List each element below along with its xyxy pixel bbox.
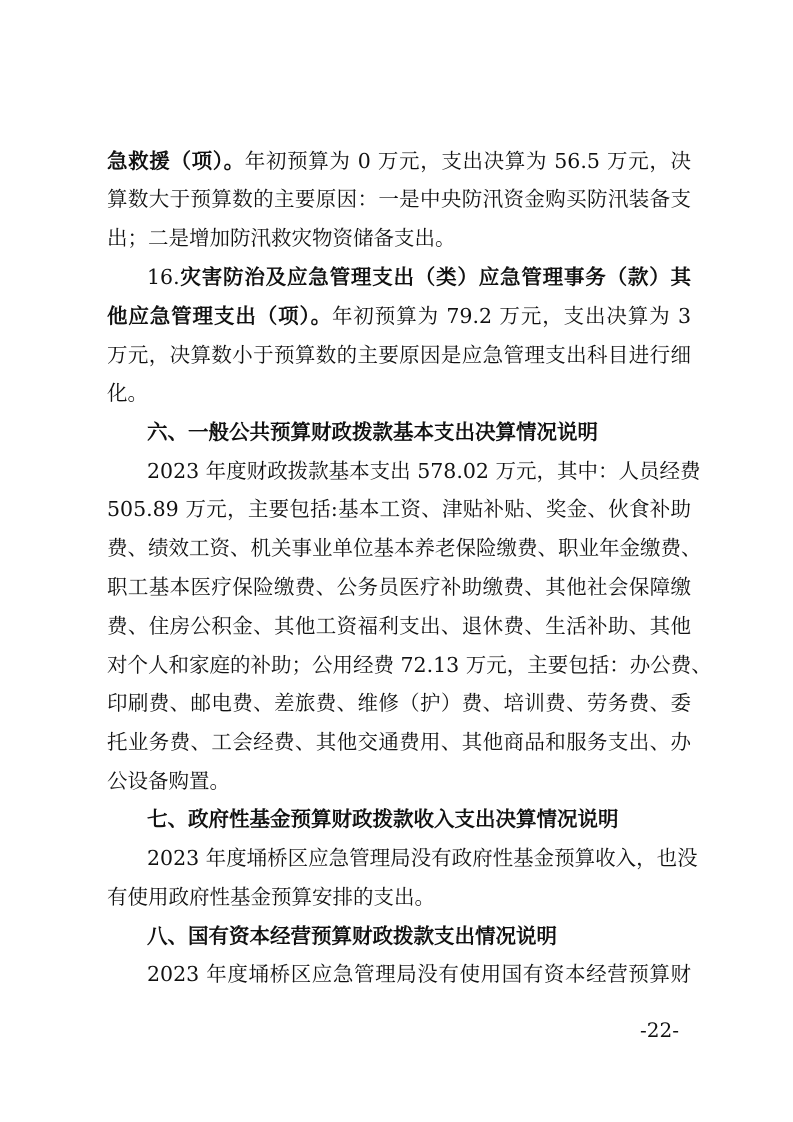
paragraph-line xyxy=(107,149,691,173)
item-title-bold: 急救援（项）。 xyxy=(107,149,245,173)
paragraph-line xyxy=(107,304,691,328)
paragraph-line: 印刷费、邮电费、差旅费、维修（护）费、培训费、劳务费、委 xyxy=(107,691,691,715)
page-number: -22- xyxy=(640,1018,679,1042)
paragraph-line: 万元，决算数小于预算数的主要原因是应急管理支出科目进行细 xyxy=(107,343,691,367)
paragraph-line: 2023 年度埇桥区应急管理局没有使用国有资本经营预算财 xyxy=(147,962,691,986)
section-heading: 八、国有资本经营预算财政拨款支出情况说明 xyxy=(147,924,557,948)
paragraph-line: 公设备购置。 xyxy=(107,769,230,793)
paragraph-line: 2023 年度埇桥区应急管理局没有政府性基金预算收入，也没 xyxy=(147,846,698,870)
paragraph-line: 对个人和家庭的补助；公用经费 72.13 万元，主要包括：办公费、 xyxy=(107,653,712,677)
section-heading: 六、一般公共预算财政拨款基本支出决算情况说明 xyxy=(147,420,598,444)
paragraph-line: 化。 xyxy=(107,381,148,405)
item-text: 年初预算为 0 万元，支出决算为 56.5 万元，决 xyxy=(244,149,691,173)
item-text: 年初预算为 79.2 万元，支出决算为 3 xyxy=(332,304,691,328)
paragraph-line: 505.89 万元，主要包括:基本工资、津贴补贴、奖金、伙食补助 xyxy=(107,497,691,521)
paragraph-line: 费、绩效工资、机关事业单位基本养老保险缴费、职业年金缴费、 xyxy=(107,536,702,560)
paragraph-line xyxy=(147,265,691,289)
item-title-bold: 他应急管理支出（项）。 xyxy=(107,304,333,328)
paragraph-line: 托业务费、工会经费、其他交通费用、其他商品和服务支出、办 xyxy=(107,730,691,754)
section-heading: 七、政府性基金预算财政拨款收入支出决算情况说明 xyxy=(147,807,619,831)
item-number: 16. xyxy=(147,265,180,289)
paragraph-line: 有使用政府性基金预算安排的支出。 xyxy=(107,885,435,909)
paragraph-line: 2023 年度财政拨款基本支出 578.02 万元，其中：人员经费 xyxy=(147,459,701,483)
paragraph-line: 出；二是增加防汛救灾物资储备支出。 xyxy=(107,226,456,250)
paragraph-line: 费、住房公积金、其他工资福利支出、退休费、生活补助、其他 xyxy=(107,614,691,638)
paragraph-line: 职工基本医疗保险缴费、公务员医疗补助缴费、其他社会保障缴 xyxy=(107,575,691,599)
paragraph-line: 算数大于预算数的主要原因：一是中央防汛资金购买防汛装备支 xyxy=(107,187,691,211)
item-title-bold: 灾害防治及应急管理支出（类）应急管理事务（款）其 xyxy=(179,265,691,289)
